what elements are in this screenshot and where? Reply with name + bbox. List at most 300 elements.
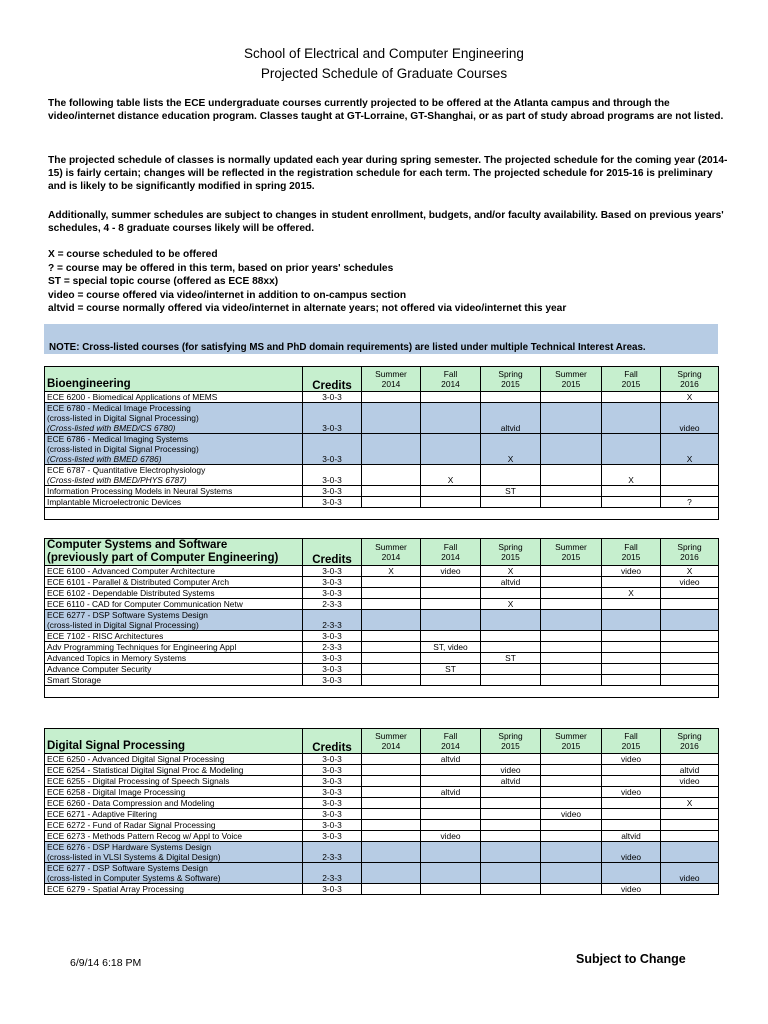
legend	[48, 248, 566, 316]
legend-item: X = course scheduled to be offered	[48, 249, 218, 260]
note-text: NOTE: Cross-listed courses (for satisfying MS and PhD domain requirements) are listed under multiple Technical Interest Areas.	[49, 342, 646, 353]
offering-cell	[661, 588, 719, 599]
offering-cell	[421, 486, 481, 497]
offering-cell	[421, 820, 481, 831]
course-name-line: ECE 6786 - Medical Imaging Systems	[47, 434, 189, 444]
term-season: Summer	[375, 542, 407, 552]
course-name-line: Implantable Microelectronic Devices	[47, 497, 182, 507]
offering-cell	[481, 392, 541, 403]
term-season: Spring	[677, 369, 702, 379]
offering-cell	[541, 653, 602, 664]
legend-item: ? = course may be offered in this term, based on prior years' schedules	[48, 262, 394, 274]
course-name-line: ECE 6787 - Quantitative Electrophysiology	[47, 465, 206, 475]
offering-cell: X	[602, 588, 661, 599]
course-credits: 3-0-3	[303, 566, 362, 577]
table-row	[45, 664, 719, 675]
offering-cell	[362, 588, 421, 599]
course-name	[45, 599, 303, 610]
course-name	[45, 754, 303, 765]
offering-cell	[421, 884, 481, 895]
offering-cell	[421, 610, 481, 631]
term-header	[421, 729, 481, 754]
offering-cell	[362, 664, 421, 675]
offering-cell	[421, 403, 481, 434]
offering-cell	[602, 599, 661, 610]
offering-cell	[602, 392, 661, 403]
offering-cell	[661, 787, 719, 798]
offering-cell	[481, 588, 541, 599]
term-season: Fall	[443, 542, 458, 552]
section-table	[44, 366, 719, 520]
section-title-line: Computer Systems and Software	[47, 539, 228, 551]
offering-cell	[541, 497, 602, 508]
offering-cell	[541, 486, 602, 497]
offering-cell	[362, 820, 421, 831]
print-timestamp: 6/9/14 6:18 PM	[70, 957, 142, 969]
table-row	[45, 653, 719, 664]
term-header	[541, 729, 602, 754]
term-year: 2014	[441, 552, 460, 562]
table-row	[45, 776, 719, 787]
offering-cell	[481, 675, 541, 686]
offering-cell: altvid	[661, 765, 719, 776]
course-name-line: (cross-listed in Digital Signal Processing)	[47, 444, 199, 454]
course-name	[45, 863, 303, 884]
term-year: 2015	[501, 741, 520, 751]
term-header	[481, 367, 541, 392]
course-name-line: ECE 6254 - Statistical Digital Signal Proc & Modeling	[47, 765, 244, 775]
offering-cell: video	[661, 577, 719, 588]
offering-cell	[602, 765, 661, 776]
offering-cell	[421, 863, 481, 884]
course-name-line: ECE 6276 - DSP Hardware Systems Design	[47, 842, 212, 852]
offering-cell	[362, 599, 421, 610]
table-row	[45, 434, 719, 465]
term-year: 2014	[381, 741, 401, 751]
offering-cell: altvid	[481, 577, 541, 588]
section-title-line: (previously part of Computer Engineering)	[47, 552, 279, 564]
page-title: School of Electrical and Computer Engineering	[244, 46, 524, 61]
offering-cell	[602, 664, 661, 675]
table-row	[45, 765, 719, 776]
term-season: Fall	[624, 542, 638, 552]
offering-cell	[421, 577, 481, 588]
offering-cell	[602, 434, 661, 465]
offering-cell	[541, 642, 602, 653]
offering-cell	[602, 631, 661, 642]
offering-cell: X	[421, 465, 481, 486]
term-season: Fall	[443, 731, 458, 741]
offering-cell	[541, 434, 602, 465]
offering-cell	[421, 776, 481, 787]
course-credits: 3-0-3	[303, 497, 362, 508]
offering-cell	[362, 486, 421, 497]
term-season: Fall	[624, 731, 638, 741]
section-title-line: Bioengineering	[47, 378, 131, 390]
offering-cell	[541, 842, 602, 863]
offering-cell	[541, 820, 602, 831]
section-header-row	[45, 729, 719, 754]
spacer-cell	[45, 686, 719, 698]
offering-cell: video	[661, 863, 719, 884]
section-title	[45, 729, 303, 754]
offering-cell	[421, 798, 481, 809]
offering-cell	[421, 434, 481, 465]
offering-cell	[541, 765, 602, 776]
course-name	[45, 610, 303, 631]
offering-cell	[602, 642, 661, 653]
term-header	[362, 729, 421, 754]
section-table	[44, 728, 719, 895]
course-credits: 2-3-3	[303, 863, 362, 884]
offering-cell	[541, 403, 602, 434]
course-name	[45, 798, 303, 809]
offering-cell	[661, 884, 719, 895]
section-title	[45, 539, 303, 566]
offering-cell	[481, 664, 541, 675]
offering-cell: altvid	[421, 787, 481, 798]
offering-cell	[602, 653, 661, 664]
offering-cell	[481, 842, 541, 863]
course-name-line: ECE 6110 - CAD for Computer Communication Netw	[47, 599, 243, 609]
offering-cell: altvid	[602, 831, 661, 842]
offering-cell	[481, 754, 541, 765]
course-name	[45, 820, 303, 831]
spacer-row	[45, 508, 719, 520]
offering-cell	[362, 642, 421, 653]
offering-cell	[421, 392, 481, 403]
offering-cell	[362, 392, 421, 403]
course-name-line: (Cross-listed with BMED/PHYS 6787)	[47, 475, 187, 485]
offering-cell	[421, 765, 481, 776]
offering-cell	[362, 577, 421, 588]
course-name	[45, 787, 303, 798]
course-name-line: ECE 6271 - Adaptive Filtering	[47, 809, 157, 819]
course-credits: 2-3-3	[303, 599, 362, 610]
course-name	[45, 831, 303, 842]
course-name	[45, 588, 303, 599]
course-name-line: ECE 6279 - Spatial Array Processing	[47, 884, 184, 894]
legend-item: video = course offered via video/internet in addition to on-campus section	[48, 289, 407, 301]
course-credits: 3-0-3	[303, 577, 362, 588]
offering-cell	[602, 798, 661, 809]
offering-cell	[661, 642, 719, 653]
offering-cell	[362, 863, 421, 884]
term-year: 2015	[621, 741, 641, 751]
offering-cell	[362, 787, 421, 798]
table-row	[45, 798, 719, 809]
term-year: 2014	[441, 741, 460, 751]
offering-cell: altvid	[481, 776, 541, 787]
offering-cell: video	[541, 809, 602, 820]
offering-cell	[362, 754, 421, 765]
course-name-line: Information Processing Models in Neural Systems	[47, 486, 233, 496]
offering-cell	[362, 798, 421, 809]
offering-cell	[602, 809, 661, 820]
term-season: Spring	[498, 369, 523, 379]
course-name-line: ECE 6277 - DSP Software Systems Design	[47, 610, 208, 620]
table-row	[45, 631, 719, 642]
offering-cell	[362, 884, 421, 895]
term-year: 2015	[501, 552, 520, 562]
term-year: 2014	[381, 379, 401, 389]
offering-cell	[661, 653, 719, 664]
credits-header: Credits	[303, 729, 362, 754]
term-header	[481, 539, 541, 566]
offering-cell	[602, 820, 661, 831]
course-credits: 2-3-3	[303, 610, 362, 631]
offering-cell	[481, 465, 541, 486]
course-name-line: ECE 6100 - Advanced Computer Architecture	[47, 566, 216, 576]
term-header	[602, 539, 661, 566]
term-year: 2015	[621, 379, 641, 389]
offering-cell	[481, 798, 541, 809]
course-name	[45, 664, 303, 675]
course-name	[45, 566, 303, 577]
course-credits: 3-0-3	[303, 631, 362, 642]
offering-cell	[421, 599, 481, 610]
offering-cell: video	[661, 403, 719, 434]
offering-cell	[661, 664, 719, 675]
offering-cell	[602, 610, 661, 631]
section-header-row	[45, 539, 719, 566]
offering-cell: video	[602, 566, 661, 577]
term-year: 2014	[441, 379, 460, 389]
term-season: Spring	[677, 731, 702, 741]
course-name	[45, 653, 303, 664]
offering-cell	[541, 863, 602, 884]
offering-cell: ?	[661, 497, 719, 508]
course-credits: 3-0-3	[303, 820, 362, 831]
offering-cell	[481, 863, 541, 884]
term-season: Summer	[555, 731, 587, 741]
course-name-line: ECE 6102 - Dependable Distributed Systems	[47, 588, 215, 598]
offering-cell	[541, 566, 602, 577]
term-season: Spring	[498, 542, 523, 552]
offering-cell: X	[661, 798, 719, 809]
offering-cell	[541, 664, 602, 675]
offering-cell: ST	[421, 664, 481, 675]
course-name-line: (cross-listed in Digital Signal Processing)	[47, 413, 199, 423]
course-name-line: (cross-listed in VLSI Systems & Digital Design)	[47, 852, 221, 862]
term-header	[421, 367, 481, 392]
course-name-line: ECE 6101 - Parallel & Distributed Computer Arch	[47, 577, 230, 587]
course-name	[45, 497, 303, 508]
table-row	[45, 820, 719, 831]
offering-cell	[362, 610, 421, 631]
offering-cell	[481, 642, 541, 653]
table-row	[45, 465, 719, 486]
offering-cell: ST	[481, 486, 541, 497]
legend-item: ST = special topic course (offered as ECE 88xx)	[48, 276, 279, 287]
term-header	[661, 539, 719, 566]
course-credits: 3-0-3	[303, 884, 362, 895]
table-row	[45, 884, 719, 895]
offering-cell	[602, 577, 661, 588]
course-name	[45, 776, 303, 787]
offering-cell: X	[602, 465, 661, 486]
intro-paragraph: The projected schedule of classes is normally updated each year during spring semester. The projected schedule for the coming year (2014-15) is fairly certain; changes will be reflected in the registration schedule for each term. The projected schedule for 2015-16 is preliminary and is likely to be significantly modified in spring 2015.	[48, 155, 728, 192]
offering-cell	[362, 631, 421, 642]
offering-cell: X	[362, 566, 421, 577]
offering-cell	[421, 631, 481, 642]
course-name	[45, 842, 303, 863]
table-row	[45, 675, 719, 686]
course-name	[45, 434, 303, 465]
term-year: 2016	[680, 379, 699, 389]
offering-cell	[541, 884, 602, 895]
term-header	[481, 729, 541, 754]
table-row	[45, 863, 719, 884]
term-header	[661, 367, 719, 392]
course-credits: 3-0-3	[303, 664, 362, 675]
offering-cell	[481, 809, 541, 820]
term-header	[602, 367, 661, 392]
offering-cell	[661, 809, 719, 820]
course-credits: 3-0-3	[303, 465, 362, 486]
offering-cell: video	[602, 787, 661, 798]
course-name-line: Smart Storage	[47, 675, 101, 685]
spacer-cell	[45, 508, 719, 520]
term-year: 2014	[381, 552, 401, 562]
table-row	[45, 577, 719, 588]
offering-cell: altvid	[481, 403, 541, 434]
offering-cell	[541, 588, 602, 599]
course-name-line: ECE 6200 - Biomedical Applications of MEMS	[47, 392, 218, 402]
offering-cell	[541, 610, 602, 631]
course-credits: 3-0-3	[303, 754, 362, 765]
offering-cell	[661, 599, 719, 610]
offering-cell	[541, 776, 602, 787]
course-credits: 3-0-3	[303, 776, 362, 787]
offering-cell	[481, 497, 541, 508]
course-credits: 3-0-3	[303, 798, 362, 809]
page-subtitle: Projected Schedule of Graduate Courses	[260, 66, 508, 81]
offering-cell	[421, 675, 481, 686]
offering-cell: video	[602, 884, 661, 895]
course-name-line: (Cross-listed with BMED 6786)	[47, 454, 162, 464]
course-name	[45, 486, 303, 497]
table-row	[45, 831, 719, 842]
credits-header: Credits	[303, 539, 362, 566]
term-year: 2015	[561, 552, 581, 562]
offering-cell	[362, 434, 421, 465]
credits-header: Credits	[303, 367, 362, 392]
term-year: 2015	[561, 379, 581, 389]
offering-cell: X	[481, 599, 541, 610]
course-name-line: ECE 6273 - Methods Pattern Recog w/ Appl to Voice	[47, 831, 243, 841]
term-season: Fall	[443, 369, 458, 379]
offering-cell: X	[481, 434, 541, 465]
offering-cell	[481, 610, 541, 631]
term-season: Summer	[375, 369, 407, 379]
course-name-line: ECE 6258 - Digital Image Processing	[47, 787, 186, 797]
course-name	[45, 675, 303, 686]
course-credits: 3-0-3	[303, 588, 362, 599]
offering-cell	[541, 392, 602, 403]
course-name-line: (cross-listed in Digital Signal Processing)	[47, 620, 199, 630]
term-header	[541, 539, 602, 566]
course-credits: 3-0-3	[303, 765, 362, 776]
course-credits: 2-3-3	[303, 842, 362, 863]
course-name-line: Advanced Topics in Memory Systems	[47, 653, 187, 663]
offering-cell	[362, 842, 421, 863]
offering-cell	[541, 577, 602, 588]
offering-cell	[362, 776, 421, 787]
course-name	[45, 465, 303, 486]
intro-paragraph: Additionally, summer schedules are subject to changes in student enrollment, budgets, and/or faculty availability. Based on previous years' schedules, 4 - 8 graduate courses likely will be offered.	[48, 210, 724, 234]
offering-cell	[481, 820, 541, 831]
course-name-line: (Cross-listed with BMED/CS 6780)	[47, 423, 176, 433]
offering-cell	[541, 831, 602, 842]
course-name	[45, 577, 303, 588]
offering-cell	[661, 610, 719, 631]
offering-cell	[541, 631, 602, 642]
offering-cell: video	[421, 831, 481, 842]
offering-cell	[362, 653, 421, 664]
table-row	[45, 610, 719, 631]
offering-cell	[362, 831, 421, 842]
table-row	[45, 403, 719, 434]
offering-cell	[362, 675, 421, 686]
course-name	[45, 809, 303, 820]
offering-cell	[661, 675, 719, 686]
course-name	[45, 392, 303, 403]
offering-cell	[362, 765, 421, 776]
offering-cell	[602, 486, 661, 497]
offering-cell	[541, 754, 602, 765]
offering-cell: ST	[481, 653, 541, 664]
offering-cell	[421, 809, 481, 820]
offering-cell	[661, 486, 719, 497]
table-row	[45, 588, 719, 599]
spacer-row	[45, 686, 719, 698]
term-season: Spring	[498, 731, 523, 741]
course-name	[45, 642, 303, 653]
course-name-line: ECE 6260 - Data Compression and Modeling	[47, 798, 215, 808]
course-credits: 3-0-3	[303, 831, 362, 842]
term-season: Spring	[677, 542, 702, 552]
offering-cell	[481, 631, 541, 642]
intro-paragraph: The following table lists the ECE undergraduate courses currently projected to be offered at the Atlanta campus and through the video/internet distance education program. Classes taught at GT-Lorraine, GT-Shanghai, or as part of study abroad programs are not listed.	[48, 98, 724, 122]
offering-cell	[481, 831, 541, 842]
term-header	[421, 539, 481, 566]
table-row	[45, 642, 719, 653]
offering-cell	[661, 754, 719, 765]
offering-cell	[541, 599, 602, 610]
offering-cell	[541, 787, 602, 798]
offering-cell	[481, 884, 541, 895]
course-name	[45, 765, 303, 776]
course-name-line: ECE 6780 - Medical Image Processing	[47, 403, 191, 413]
subject-to-change-note: Subject to Change	[576, 952, 686, 966]
course-name-line: ECE 6250 - Advanced Digital Signal Processing	[47, 754, 225, 764]
offering-cell	[602, 675, 661, 686]
section-table	[44, 538, 719, 698]
offering-cell: video	[602, 754, 661, 765]
course-credits: 3-0-3	[303, 653, 362, 664]
table-row	[45, 566, 719, 577]
course-name-line: Advance Computer Security	[47, 664, 152, 674]
table-row	[45, 599, 719, 610]
course-name-line: ECE 6272 - Fund of Radar Signal Processing	[47, 820, 216, 830]
section-title	[45, 367, 303, 392]
table-row	[45, 842, 719, 863]
course-name-line: ECE 6277 - DSP Software Systems Design	[47, 863, 208, 873]
offering-cell	[661, 820, 719, 831]
term-season: Summer	[375, 731, 407, 741]
offering-cell	[661, 465, 719, 486]
